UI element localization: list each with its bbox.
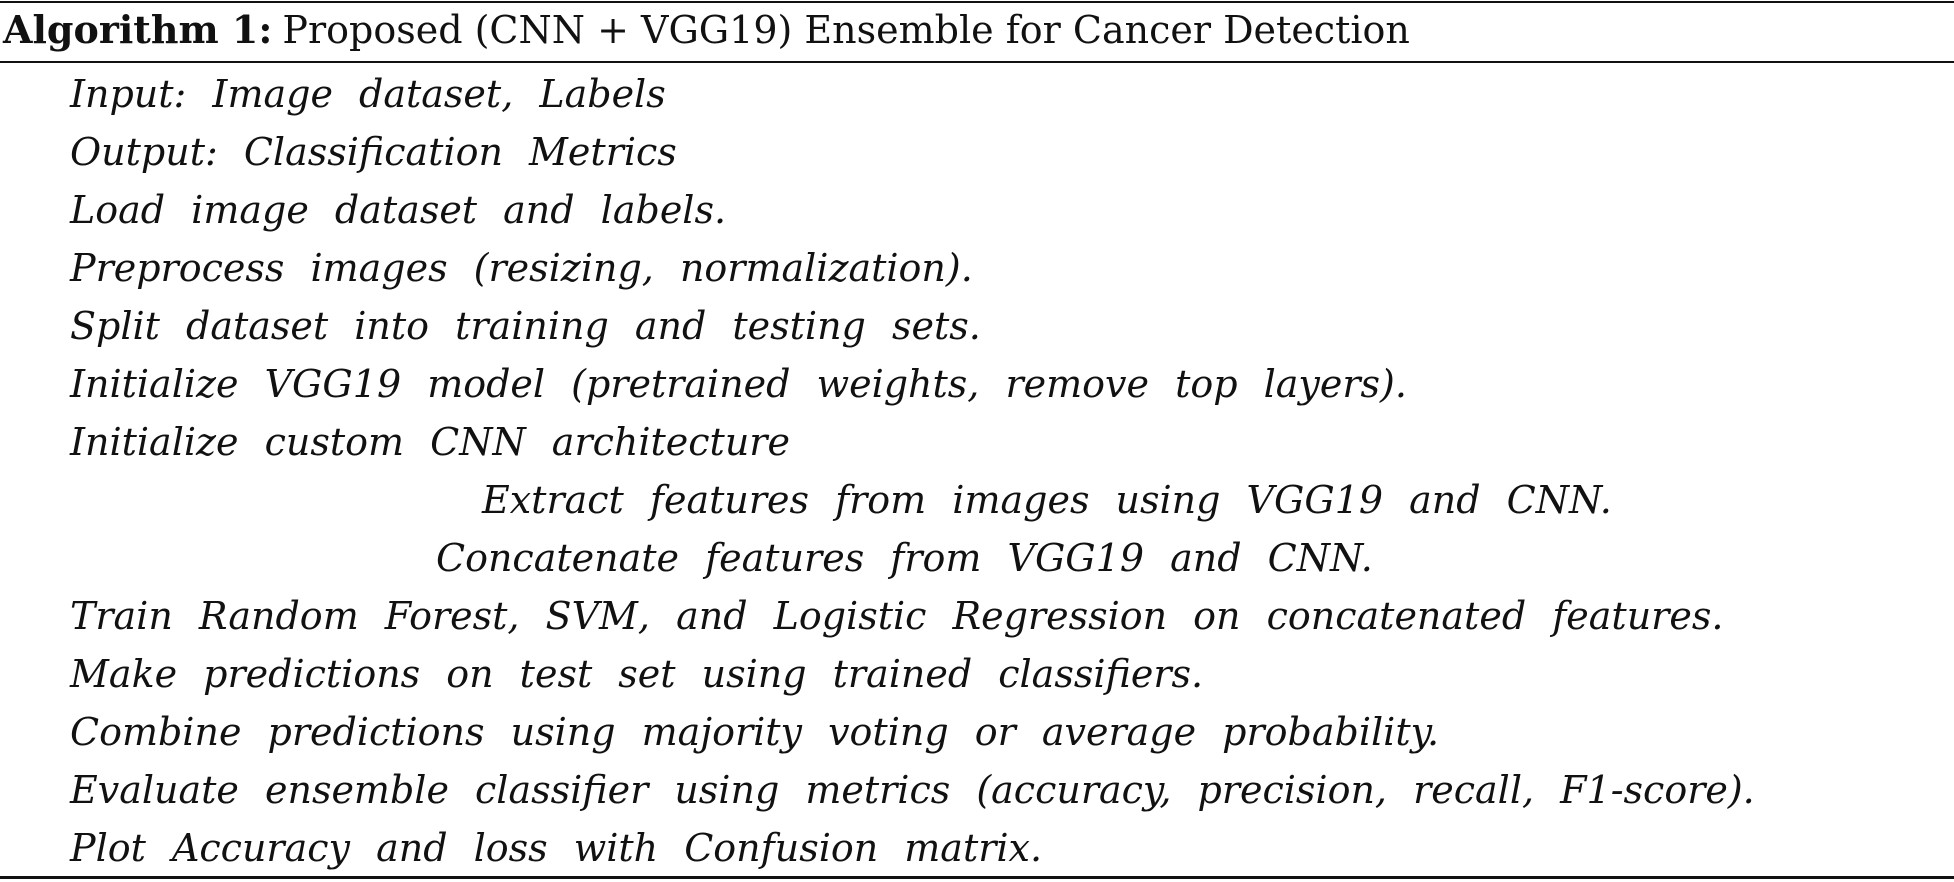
algorithm-step: Train Random Forest, SVM, and Logistic Regression on concatenated features.: [70, 594, 1724, 638]
input-line: Input: Image dataset, Labels: [70, 72, 666, 116]
output-line: Output: Classification Metrics: [70, 130, 677, 174]
algorithm-step: Concatenate features from VGG19 and CNN.: [436, 536, 1373, 580]
algorithm-title: Proposed (CNN + VGG19) Ensemble for Cancer Detection: [282, 8, 1410, 52]
bottom-rule: [0, 876, 1954, 879]
heading-divider: [0, 61, 1954, 63]
algorithm-heading: [3, 3, 1410, 57]
algorithm-step: Initialize VGG19 model (pretrained weights, remove top layers).: [70, 362, 1407, 406]
algorithm-step: Split dataset into training and testing sets.: [70, 304, 981, 348]
algorithm-label: Algorithm 1:: [3, 7, 273, 52]
algorithm-step: Extract features from images using VGG19 and CNN.: [482, 478, 1612, 522]
algorithm-step: Load image dataset and labels.: [70, 188, 727, 232]
algorithm-step: Combine predictions using majority voting or average probability.: [70, 710, 1440, 754]
algorithm-step: Make predictions on test set using trained classifiers.: [70, 652, 1204, 696]
algorithm-step: Initialize custom CNN architecture: [70, 420, 790, 464]
algorithm-step: Evaluate ensemble classifier using metrics (accuracy, precision, recall, F1-score).: [70, 768, 1755, 812]
algorithm-step: Preprocess images (resizing, normalization).: [70, 246, 973, 290]
algorithm-step: Plot Accuracy and loss with Confusion matrix.: [70, 826, 1043, 870]
